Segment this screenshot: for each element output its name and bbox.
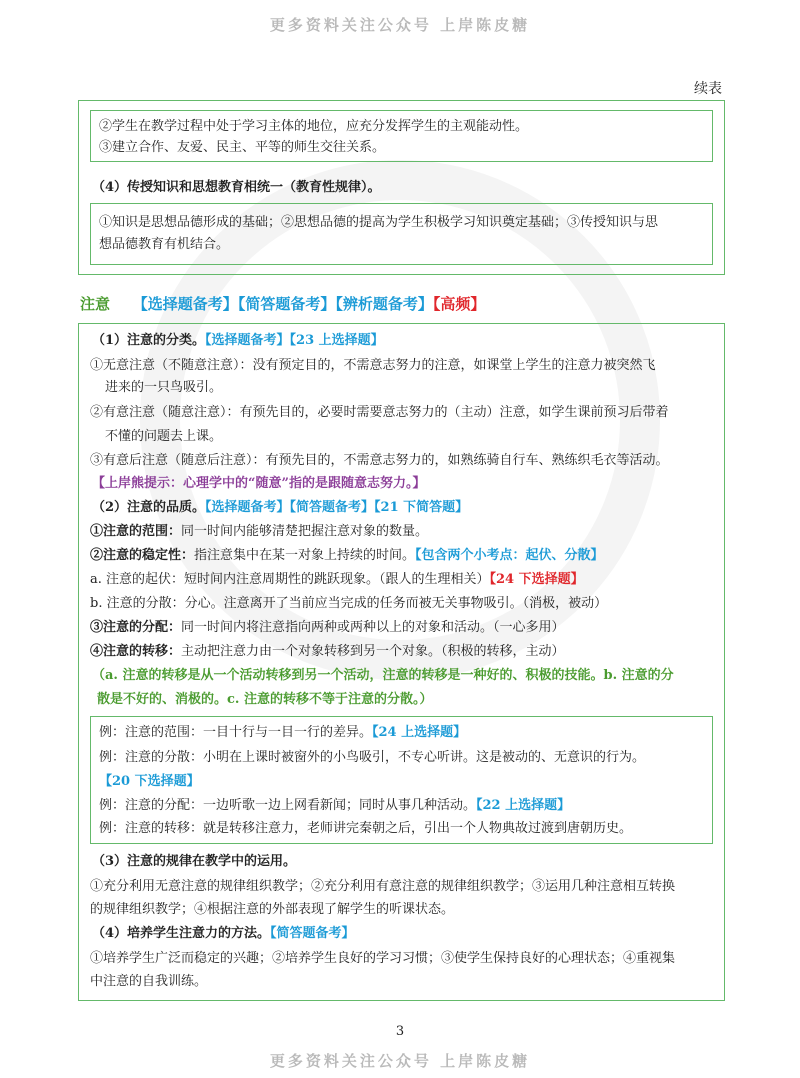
tag-analysis: 【辨析题备考】 (335, 295, 433, 313)
fluctuation-line: a. 注意的起伏：短时间内注意周期性的跳跃现象。（跟人的生理相关）【24 下选择题】 (90, 572, 584, 587)
text-line: ①知识是思想品德形成的基础；②思想品德的提高为学生积极学习知识奠定基础；③传授知识与思 (99, 215, 659, 230)
heading-methods: （4）培养学生注意力的方法。【简答题备考】 (92, 926, 355, 941)
heading-qualities: （2）注意的品质。【选择题备考】【简答题备考】【21 下简答题】 (92, 500, 469, 515)
text-line: ③建立合作、友爱、民主、平等的师生交往关系。 (99, 140, 386, 155)
text-line: 进来的一只鸟吸引。 (105, 380, 223, 395)
example-tag: 【20 下选择题】 (99, 774, 200, 789)
range-line: ①注意的范围：同一时间内能够清楚把握注意对象的数量。 (90, 524, 429, 539)
text-line: 的规律组织教学；④根据注意的外部表现了解学生的听课状态。 (90, 902, 455, 917)
inner-box-knowledge (90, 203, 713, 265)
section-name: 注意 (80, 295, 111, 313)
example-line: 例：注意的范围：一目十行与一目一行的差异。【24 上选择题】 (99, 725, 467, 740)
transfer-line: ④注意的转移：主动把注意力由一个对象转移到另一个对象。（积极的转移，主动） (90, 644, 565, 659)
text-line: ①无意注意（不随意注意）：没有预定目的，不需意志努力的注意，如课堂上学生的注意力被突然飞 (90, 358, 656, 373)
text-line: 想品德教育有机结合。 (99, 237, 230, 252)
continued-table-box (78, 100, 725, 275)
example-line: 例：注意的转移：就是转移注意力，老师讲完秦朝之后，引出一个人物典故过渡到唐朝历史。 (99, 821, 633, 836)
text-line: b. 注意的分散：分心。注意离开了当前应当完成的任务而被无关事物吸引。（消极，被动） (90, 596, 608, 611)
page-number: 3 (395, 1024, 405, 1039)
attention-content-box (78, 323, 725, 1001)
tip-line: 【上岸熊提示：心理学中的“随意”指的是跟随意志努力。】 (92, 476, 426, 491)
tag-high-frequency: 【高频】 (432, 295, 486, 313)
subheading: （4）传授知识和思想教育相统一（教育性规律）。 (92, 180, 381, 195)
text-line: ②有意注意（随意注意）：有预先目的，必要时需要意志努力的（主动）注意，如学生课前预习后带着 (90, 405, 669, 420)
text-line: 不懂的问题去上课。 (105, 429, 223, 444)
footer-watermark: 更多资料关注公众号 上岸陈皮糖 (269, 1052, 531, 1070)
examples-box (90, 716, 713, 844)
example-line: 例：注意的分配：一边听歌一边上网看新闻；同时从事几种活动。【22 上选择题】 (99, 798, 571, 813)
heading-application: （3）注意的规律在教学中的运用。 (92, 854, 297, 869)
heading-classification: （1）注意的分类。【选择题备考】【23 上选择题】 (92, 333, 384, 348)
distribution-line: ③注意的分配：同一时间内将注意指向两种或两种以上的对象和活动。（一心多用） (90, 620, 565, 635)
text-line: ②学生在教学过程中处于学习主体的地位，应充分发挥学生的主观能动性。 (99, 119, 529, 134)
text-line: ③有意后注意（随意后注意）：有预先目的，不需意志努力的，如熟练骑自行车、熟练织毛衣等活动。 (90, 453, 669, 468)
tag-short-answer: 【简答题备考】 (237, 295, 336, 313)
header-watermark: 更多资料关注公众号 上岸陈皮糖 (269, 16, 531, 34)
section-title (80, 293, 485, 314)
note-line: 散是不好的、消极的。c. 注意的转移不等于注意的分散。） (97, 692, 433, 707)
example-line: 例：注意的分散：小明在上课时被窗外的小鸟吸引，不专心听讲。这是被动的、无意识的行为。 (99, 750, 646, 765)
text-line: ①培养学生广泛而稳定的兴趣；②培养学生良好的学习习惯；③使学生保持良好的心理状态；④重视集 (90, 951, 676, 966)
text-line: 中注意的自我训练。 (90, 974, 208, 989)
text-line: ①充分利用无意注意的规律组织教学；②充分利用有意注意的规律组织教学；③运用几种注意相互转换 (90, 879, 676, 894)
stability-line: ②注意的稳定性：指注意集中在某一对象上持续的时间。【包含两个小考点：起伏、分散】 (90, 548, 604, 563)
tag-choice: 【选择题备考】 (132, 295, 238, 313)
note-line: （a. 注意的转移是从一个活动转移到另一个活动，注意的转移是一种好的、积极的技能。b. 注意的分 (92, 668, 674, 683)
continued-label: 续表 (694, 81, 722, 97)
inner-box-principles (90, 110, 713, 162)
